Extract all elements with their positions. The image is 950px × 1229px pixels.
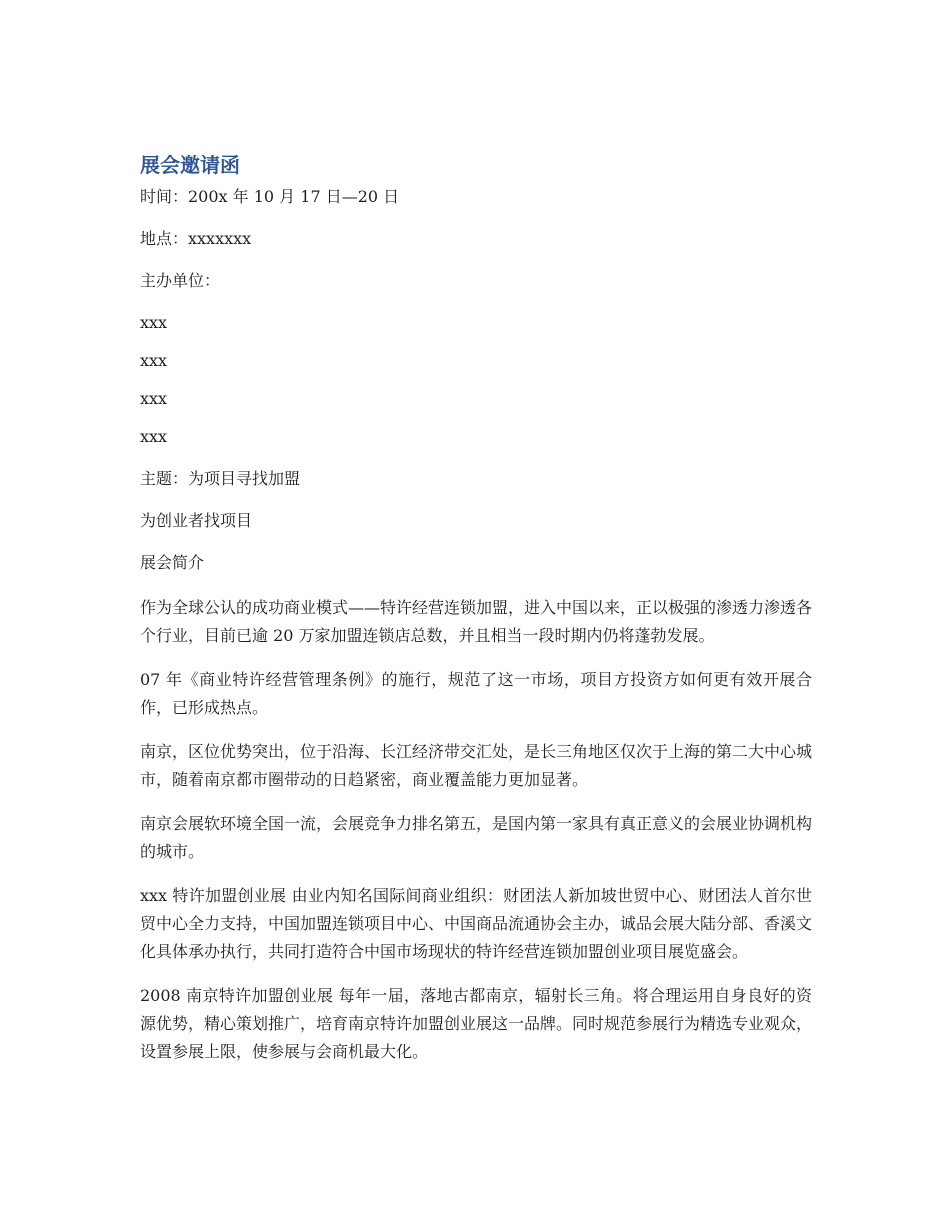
intro-paragraph: 南京会展软环境全国一流，会展竞争力排名第五，是国内第一家具有真正意义的会展业协调机构的城市。 [140,814,813,861]
organizer-item: xxx [140,389,168,408]
organizer-item: xxx [140,351,168,370]
intro-paragraph: 南京，区位优势突出，位于沿海、长江经济带交汇处，是长三角地区仅次于上海的第二大中心城市，随着南京都市圈带动的日趋紧密，商业覆盖能力更加显著。 [140,742,813,789]
intro-paragraph: 作为全球公认的成功商业模式——特许经营连锁加盟，进入中国以来，正以极强的渗透力渗透各个行业，目前已逾 20 万家加盟连锁店总数，并且相当一段时期内仍将蓬勃发展。 [140,598,813,645]
intro-paragraph: 07 年《商业特许经营管理条例》的施行，规范了这一市场，项目方投资方如何更有效开展合作，已形成热点。 [140,670,812,717]
event-theme-sub: 为创业者找项目 [140,511,253,530]
organizer-item: xxx [140,427,168,446]
intro-paragraph: xxx 特许加盟创业展 由业内知名国际间商业组织：财团法人新加坡世贸中心、财团法人首尔世贸中心全力支持，中国加盟连锁项目中心、中国商品流通协会主办，诚品会展大陆分部、香溪文化具体承办执行，共同打造符合中国市场现状的特许经营连锁加盟创业项目展览盛会。 [140,886,813,961]
organizer-item: xxx [140,313,168,332]
organizers-label: 主办单位： [140,271,221,290]
event-place: 地点：xxxxxxx [140,229,252,248]
document-title: 展会邀请函 [140,153,240,177]
intro-paragraph: 2008 南京特许加盟创业展 每年一届，落地古都南京，辐射长三角。将合理运用自身良好的资源优势，精心策划推广，培育南京特许加盟创业展这一品牌。同时规范参展行为精选专业观众，设置参展上限，使参展与会商机最大化。 [140,986,813,1061]
event-time: 时间：200x 年 10 月 17 日—20 日 [140,187,400,206]
intro-heading: 展会简介 [140,553,205,572]
event-theme: 主题：为项目寻找加盟 [140,469,301,488]
document-page [140,150,812,1082]
